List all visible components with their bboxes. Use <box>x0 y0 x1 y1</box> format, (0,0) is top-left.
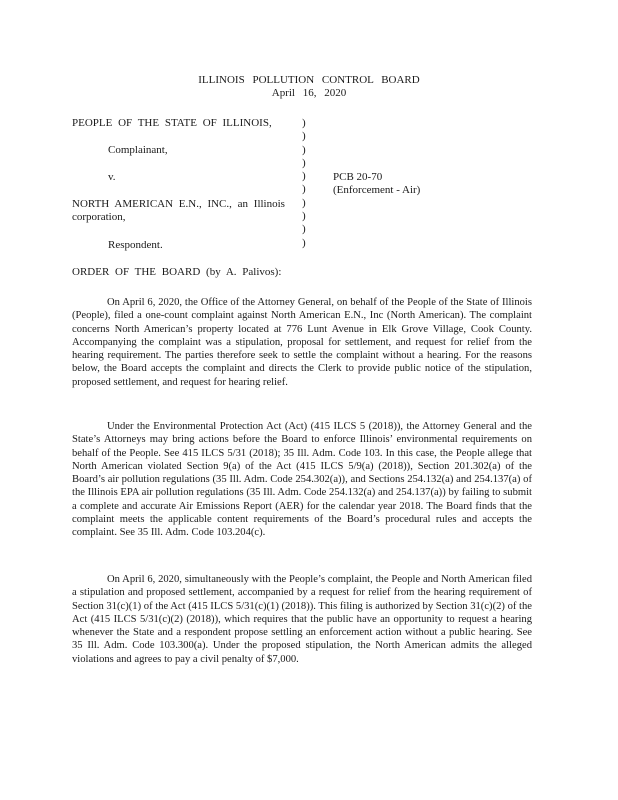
caption-parentheses: ) ) ) ) ) ) ) ) ) ) <box>302 117 306 249</box>
paragraph-stipulation: On April 6, 2020, simultaneously with the People’s complaint, the People and North American filed a stipulation and proposed settlement, accompanied by a request for relief from the hearing requirement of Section 31(c)(1) of the Act (415 ILCS 5/31(c)(1) (2018)). This filing is authorized by Section 31(c)(2) of the Act (415 ILCS 5/31(c)(2) (2018)), which requires that the public have an opportunity to request a hearing whenever the State and a respondent propose settling an enforcement action without a public hearing. See 35 Ill. Adm. Code 103.300(a). Under the proposed stipulation, the North American admits the alleged violations and agrees to pay a civil penalty of $7,000. <box>72 574 532 665</box>
complainant-role: Complainant, <box>108 144 168 156</box>
agency-heading: ILLINOIS POLLUTION CONTROL BOARD <box>198 74 420 86</box>
case-number: PCB 20-70 <box>333 171 383 183</box>
order-heading: ORDER OF THE BOARD (by A. Palivos): <box>72 266 282 278</box>
respondent-name: NORTH AMERICAN E.N., INC., an Illinois corporation, <box>72 198 285 223</box>
versus-label: v. <box>108 171 116 183</box>
complainant-name: PEOPLE OF THE STATE OF ILLINOIS, <box>72 117 272 129</box>
case-type: (Enforcement - Air) <box>333 184 421 196</box>
paragraph-allegations: Under the Environmental Protection Act (Act) (415 ILCS 5 (2018)), the Attorney General and the State’s Attorneys may bring actions before the Board to enforce Illinois’ environmental requirements on behalf of the People. See 415 ILCS 5/31 (2018); 35 Ill. Adm. Code 103. In this case, the People allege that North American violated Section 9(a) of the Act (415 ILCS 5/9(a) (2018)), Section 201.302(a) of the Board’s air pollution regulations (35 Ill. Adm. Code 254.302(a)), and Sections 254.132(a) and 254.137(a) of the Illinois EPA air pollution regulations (35 Ill. Adm. Code 254.132(a) and 254.137(a)) by failing to submit a complete and accurate Air Emissions Report (AER) for the calendar year 2018. The Board finds that the complaint meets the applicable content requirements of the Board’s procedural rules and accepts the complaint. See 35 Ill. Adm. Code 103.204(c). <box>72 421 532 539</box>
respondent-role: Respondent. <box>108 239 163 251</box>
order-date: April 16, 2020 <box>271 87 347 99</box>
paragraph-intro: On April 6, 2020, the Office of the Attorney General, on behalf of the People of the State of Illinois (People), filed a one-count complaint against North American E.N., Inc (North American). The complaint concerns North American’s property located at 776 Lunt Avenue in Elk Grove Village, Cook County. Accompanying the complaint was a stipulation, proposal for settlement, and request for relief from the hearing requirement. The parties therefore seek to settle the complaint without a hearing. For the reasons below, the Board accepts the complaint and directs the Clerk to provide public notice of the stipulation, proposed settlement, and request for hearing relief. <box>72 297 532 388</box>
